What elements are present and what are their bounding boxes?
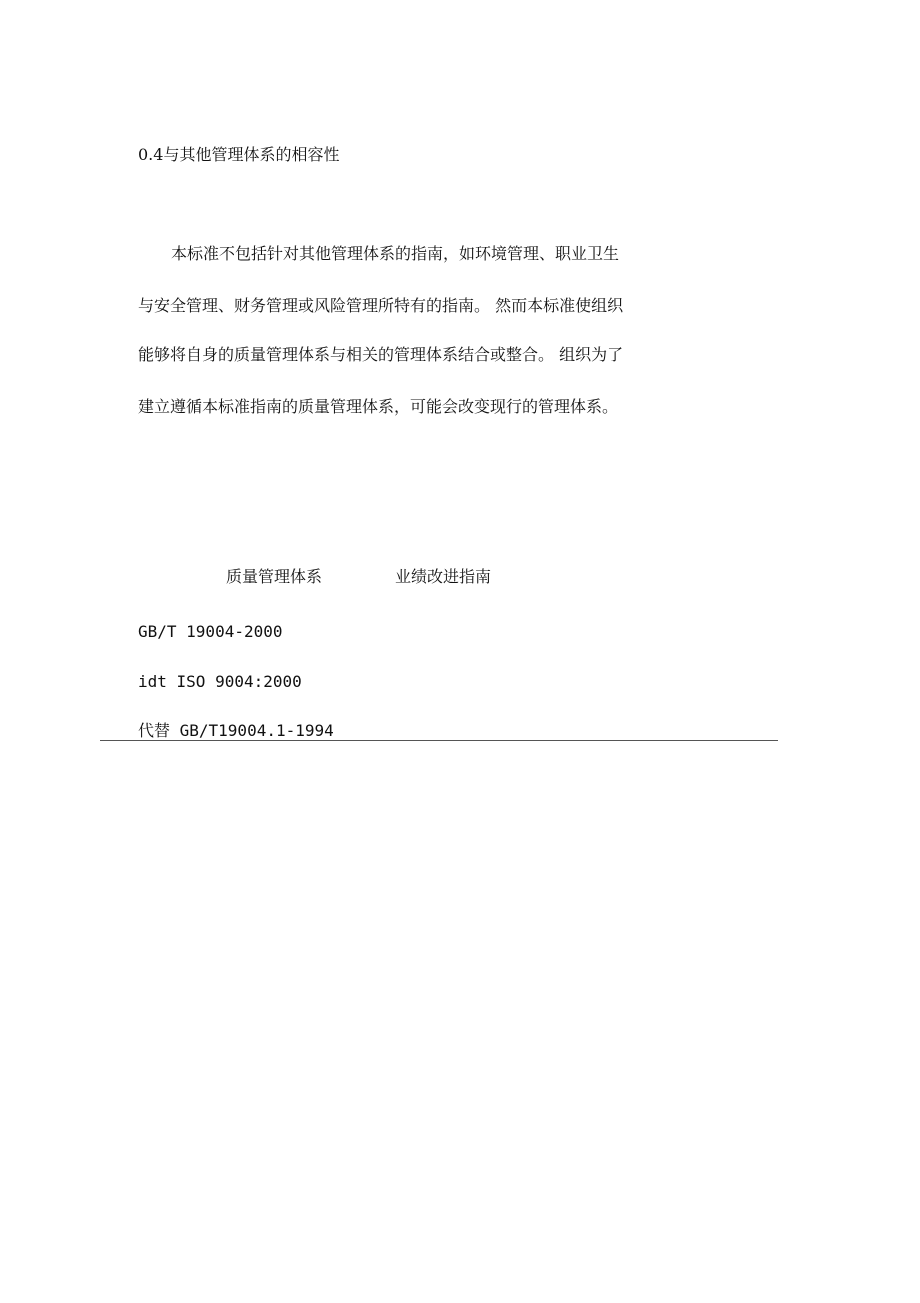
section-heading: 0.4与其他管理体系的相容性 [138, 145, 340, 164]
paragraph-line-2: 与安全管理、财务管理或风险管理所特有的指南。 然而本标准使组织 [138, 296, 624, 315]
standard-number: GB/T 19004-2000 [138, 622, 283, 641]
paragraph-line-3: 能够将自身的质量管理体系与相关的管理体系结合或整合。 组织为了 [138, 345, 624, 364]
horizontal-rule [100, 740, 778, 741]
paragraph-line-1: 本标准不包括针对其他管理体系的指南，如环境管理、职业卫生 [171, 244, 620, 263]
standard-title-part1: 质量管理体系 [226, 567, 323, 586]
standard-replaces: 代替 GB/T19004.1-1994 [138, 721, 334, 740]
standard-title-part2: 业绩改进指南 [395, 567, 492, 586]
paragraph-line-4: 建立遵循本标准指南的质量管理体系，可能会改变现行的管理体系。 [138, 397, 619, 416]
standard-idt: idt ISO 9004:2000 [138, 672, 302, 691]
